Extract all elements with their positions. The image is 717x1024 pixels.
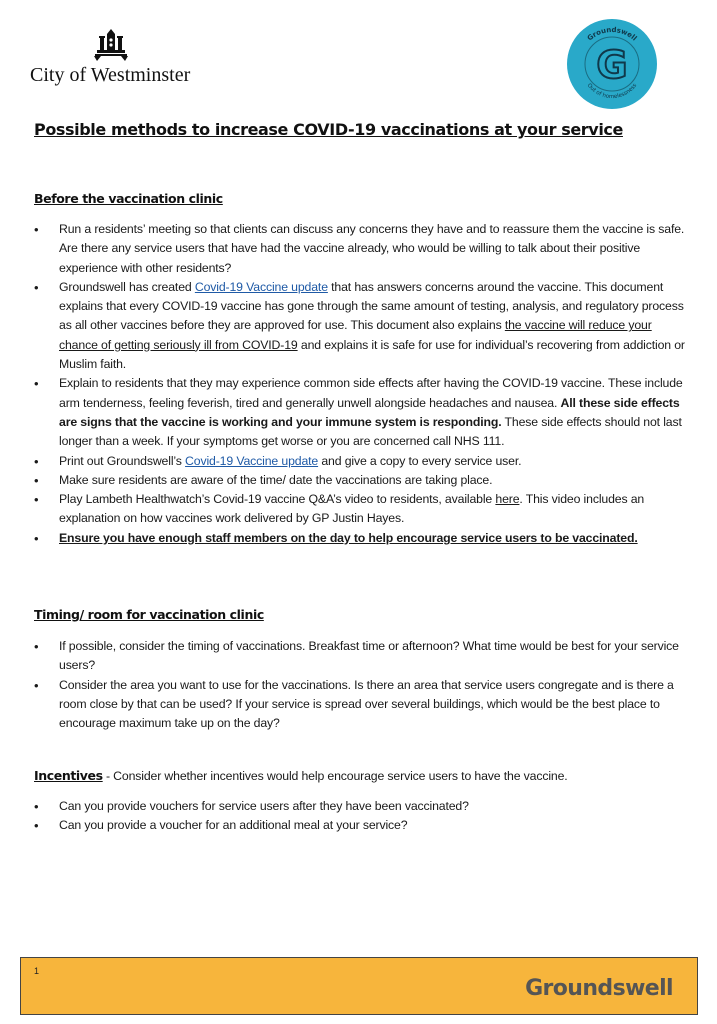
badge-ring-top: Groundswell <box>585 25 639 43</box>
covid-vaccine-update-link[interactable]: Covid-19 Vaccine update <box>194 279 328 294</box>
section-heading-before-clinic: Before the vaccination clinic <box>34 191 223 206</box>
badge-ring-bottom: Out of homelessness <box>585 82 639 101</box>
list-item: • Groundswell has created Covid-19 Vaccine update that has answers concerns around the vaccine. This document explains that every COVID-19 vaccine has gone through the same amount of testing, analysis, and regulatory process as all other vaccines before they are approved for use. This document also explains the vaccine will reduce your chance of getting seriously ill from COVID-19 and explains it is safe for use for individual’s recovering from addiction or Muslim faith. <box>34 278 689 374</box>
groundswell-logo-badge <box>566 18 658 110</box>
incentives-line: Incentives - Consider whether incentives would help encourage service users to have the vaccine. <box>34 768 568 783</box>
before-clinic-list <box>34 220 689 548</box>
page-number: 1 <box>34 966 40 976</box>
section-heading-incentives: Incentives <box>34 768 103 783</box>
list-item: • Consider the area you want to use for the vaccinations. Is there an area that service users congregate and is there a room close by that can be used? If your service is spread over several buildings, which would be the best place to encourage maximum take up on the day? <box>34 676 689 734</box>
list-item: • If possible, consider the timing of vaccinations. Breakfast time or afternoon? What time would be best for your service users? <box>34 637 689 676</box>
westminster-crest-icon <box>92 28 130 62</box>
footer-brand: Groundswell <box>525 976 673 1001</box>
section-heading-timing: Timing/ room for vaccination clinic <box>34 607 264 622</box>
page-footer <box>20 957 698 1015</box>
council-name: City of Westminster <box>30 64 191 86</box>
list-item: • Can you provide vouchers for service users after they have been vaccinated? <box>34 797 689 816</box>
badge-letter: G <box>596 43 628 87</box>
list-item <box>34 529 689 548</box>
bold-text: All these side effects are signs that the vaccine is working and your immune system is responding. <box>59 395 680 429</box>
list-item: • Run a residents’ meeting so that clients can discuss any concerns they have and to reassure them the vaccine is safe. Are there any service users that have had the vaccine already, who would be willing to talk about their positive experience with other residents? <box>34 220 689 278</box>
list-item: • Can you provide a voucher for an additional meal at your service? <box>34 816 689 835</box>
list-item: • Make sure residents are aware of the time/ date the vaccinations are taking place. <box>34 471 689 490</box>
document-title: Possible methods to increase COVID-19 vaccinations at your service <box>34 120 623 139</box>
underlined-text: the vaccine will reduce your chance of getting seriously ill from COVID-19 <box>59 318 652 352</box>
covid-vaccine-update-link[interactable]: Covid-19 Vaccine update <box>185 453 319 468</box>
list-item: • Print out Groundswell’s Covid-19 Vaccine update and give a copy to every service user. <box>34 452 689 471</box>
timing-list <box>34 637 689 733</box>
list-item: • Play Lambeth Healthwatch’s Covid-19 vaccine Q&A’s video to residents, available here. This video includes an explanation on how vaccines work delivered by GP Justin Hayes. <box>34 490 689 529</box>
here-link[interactable]: here <box>495 492 520 507</box>
incentives-list <box>34 797 689 836</box>
bold-underlined-text: Ensure you have enough staff members on the day to help encourage service users to be vaccinated. <box>59 530 638 545</box>
list-item: • Explain to residents that they may experience common side effects after having the COVID-19 vaccine. These include arm tenderness, feeling feverish, tired and generally unwell alongside headaches and nausea. All these side effects are signs that the vaccine is working and your immune system is responding. These side effects should not last longer than a week. If your symptoms get worse or you are concerned call NHS 111. <box>34 374 689 451</box>
